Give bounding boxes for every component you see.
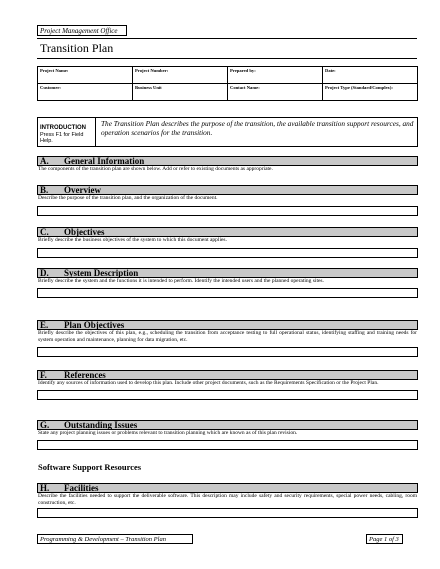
table-row (38, 84, 418, 101)
facilities-input-box[interactable] (37, 508, 418, 518)
office-label: Project Management Office (37, 25, 127, 36)
section-letter: F. (40, 370, 47, 380)
section-title: Facilities (64, 483, 99, 493)
section-general-information (37, 156, 418, 173)
section-description: The components of the transition plan are shown below. Add or refer to existing documents as appropriate. (38, 166, 273, 172)
section-title: Plan Objectives (64, 320, 125, 330)
section-header (37, 483, 418, 493)
section-plan-objectives (37, 320, 418, 357)
section-outstanding-issues (37, 420, 418, 450)
section-description: Briefly describe the system and the functions it is intended to perform. Identify the intended users and the planned operating sites. (38, 278, 324, 284)
section-header (37, 370, 418, 380)
section-letter: A. (40, 156, 49, 166)
system-description-input-box[interactable] (37, 288, 418, 298)
section-description: State any project planning issues or problems relevant to transition planning which are known as of this plan revision. (38, 430, 298, 436)
header-rule-bottom (37, 58, 417, 59)
table-row (38, 67, 418, 84)
section-references (37, 370, 418, 400)
footer-document-title: Programming & Development – Transition Plan (37, 534, 193, 544)
date-field[interactable]: Date: (323, 67, 418, 84)
section-letter: B. (40, 185, 49, 195)
outstanding-issues-input-box[interactable] (37, 440, 418, 450)
project-type-field[interactable]: Project Type (Standard/Complex): (323, 84, 418, 101)
section-description: Briefly describe the objectives of this plan, e.g., scheduling the transition from acceptance testing to full operational status, identifying staffing and training needs for system operation and maintenance, planning for data migration, etc. (38, 330, 417, 343)
section-header (37, 156, 418, 166)
section-header (37, 420, 418, 430)
section-system-description (37, 268, 418, 298)
section-title: General Information (64, 156, 145, 166)
introduction-block (37, 117, 418, 147)
section-letter: C. (40, 227, 49, 237)
header-rule-top (37, 38, 417, 39)
introduction-text: The Transition Plan describes the purpose of the transition, the available transition support resources, and operation scenarios for the transition. (96, 117, 418, 147)
section-title: Objectives (64, 227, 105, 237)
introduction-heading: INTRODUCTION (40, 125, 86, 131)
section-description: Identify any sources of information used to develop this plan. Include other project documents, such as the Requirements Specification or the Project Plan. (38, 380, 379, 386)
introduction-label-box (37, 117, 96, 147)
section-title: System Description (64, 268, 139, 278)
section-header (37, 227, 418, 237)
software-support-heading: Software Support Resources (38, 462, 142, 472)
section-letter: E. (40, 320, 49, 330)
section-title: Overview (64, 185, 101, 195)
section-overview (37, 185, 418, 216)
project-number-field[interactable]: Project Number: (133, 67, 228, 84)
customer-field[interactable]: Customer: (38, 84, 133, 101)
overview-input-box[interactable] (37, 206, 418, 216)
project-info-table (37, 66, 418, 101)
contact-name-field[interactable]: Contact Name: (228, 84, 323, 101)
section-objectives (37, 227, 418, 258)
section-header (37, 185, 418, 195)
section-description: Describe the purpose of the transition plan, and the organization of the document. (38, 195, 218, 201)
footer-page-number: Page 1 of 3 (366, 534, 403, 544)
section-title: Outstanding Issues (64, 420, 138, 430)
section-letter: D. (40, 268, 49, 278)
field-help-hint: Press F1 for Field Help. (40, 132, 84, 144)
plan-objectives-input-box[interactable] (37, 347, 418, 357)
project-name-field[interactable]: Project Name: (38, 67, 133, 84)
section-header (37, 268, 418, 278)
references-input-box[interactable] (37, 390, 418, 400)
business-unit-field[interactable]: Business Unit (133, 84, 228, 101)
section-letter: G. (40, 420, 50, 430)
section-description: Describe the facilities needed to support the deliverable software. This description may include safety and security requirements, special power needs, cabling, room construction, etc. (38, 493, 417, 506)
section-facilities (37, 483, 418, 518)
section-description: Briefly describe the business objectives of the system to which this document applies. (38, 237, 227, 243)
prepared-by-field[interactable]: Prepared by: (228, 67, 323, 84)
page-title: Transition Plan (40, 41, 114, 55)
section-letter: H. (40, 483, 50, 493)
section-title: References (64, 370, 106, 380)
section-header (37, 320, 418, 330)
objectives-input-box[interactable] (37, 248, 418, 258)
